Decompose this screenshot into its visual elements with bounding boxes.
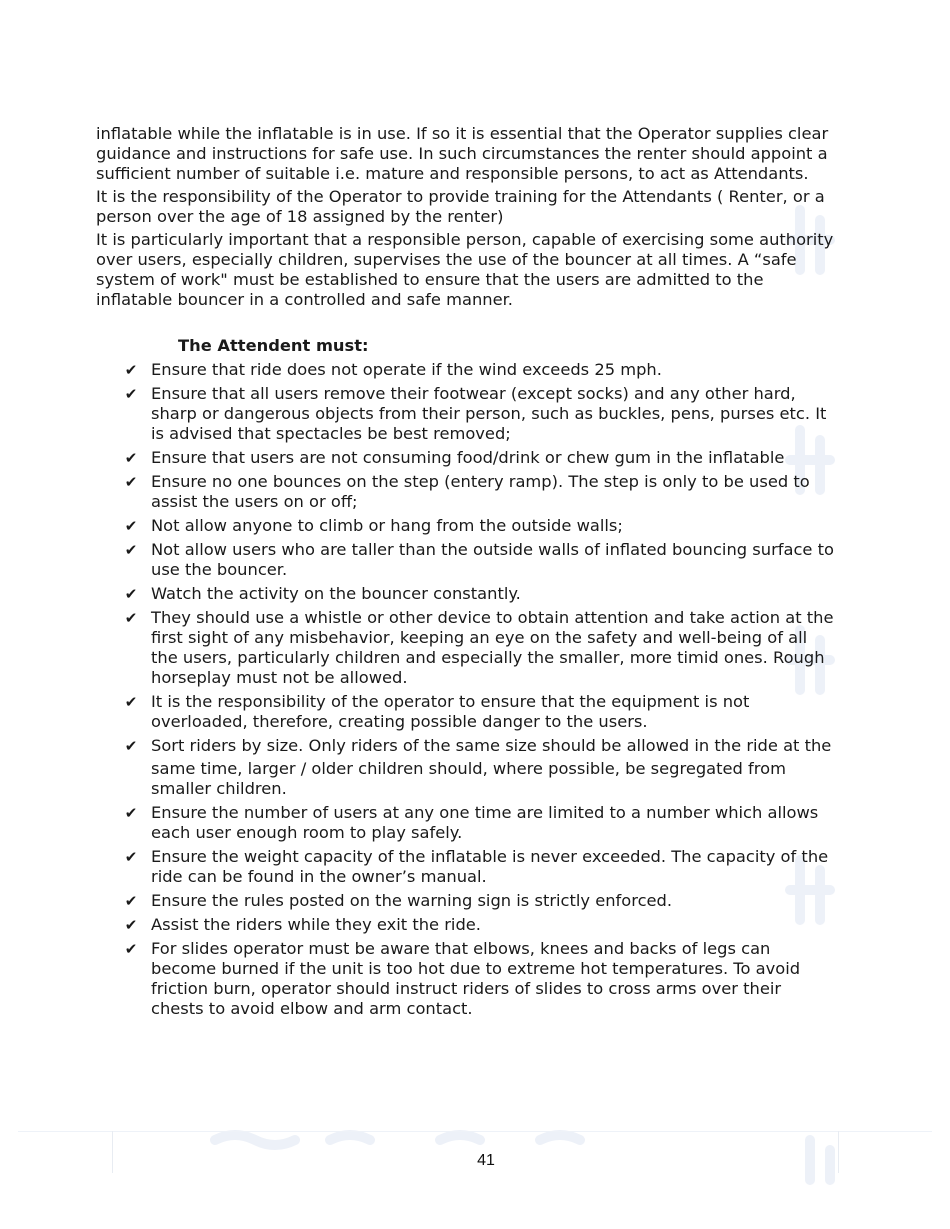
document-body bbox=[96, 124, 836, 1023]
list-item-text: Ensure the number of users at any one time are limited to a number which allows each user enough room to play safely. bbox=[151, 803, 819, 842]
list-item-text: Assist the riders while they exit the ride. bbox=[151, 915, 481, 934]
list-item bbox=[96, 736, 836, 799]
list-item bbox=[96, 915, 836, 935]
list-item bbox=[96, 516, 836, 536]
checkmark-icon: ✔ bbox=[124, 609, 138, 627]
attendant-checklist bbox=[96, 360, 836, 1019]
list-item-text: For slides operator must be aware that elbows, knees and backs of legs can become burned if the unit is too hot due to extreme hot temperatures. To avoid friction burn, operator should instruct riders of slides to cross arms over their chests to avoid elbow and arm contact. bbox=[151, 939, 801, 1018]
list-item-text: Ensure the weight capacity of the inflatable is never exceeded. The capacity of the ride can be found in the owner’s manual. bbox=[151, 847, 829, 886]
list-item bbox=[96, 608, 836, 688]
list-item bbox=[96, 847, 836, 887]
checkmark-icon: ✔ bbox=[124, 473, 138, 491]
page-number: 41 bbox=[477, 1152, 495, 1169]
checkmark-icon: ✔ bbox=[124, 916, 138, 934]
list-item-text: Ensure no one bounces on the step (entery ramp). The step is only to be used to assist the users on or off; bbox=[151, 472, 810, 511]
list-item-text: Ensure that all users remove their footwear (except socks) and any other hard, sharp or dangerous objects from their person, such as buckles, pens, purses etc. It is advised that spectacles be best removed; bbox=[151, 384, 827, 443]
list-item bbox=[96, 472, 836, 512]
list-item-text: Sort riders by size. Only riders of the same size should be allowed in the ride at the bbox=[151, 736, 832, 755]
list-item-text: Ensure the rules posted on the warning sign is strictly enforced. bbox=[151, 891, 673, 910]
list-item bbox=[96, 803, 836, 843]
checkmark-icon: ✔ bbox=[124, 940, 138, 958]
intro-paragraph-1: inflatable while the inflatable is in use. If so it is essential that the Operator supplies clear guidance and instructions for safe use. In such circumstances the renter should appoint a sufficient number of suitable i.e. mature and responsible persons, to act as Attendants. bbox=[96, 124, 829, 183]
list-item bbox=[96, 584, 836, 604]
list-item-text: Ensure that ride does not operate if the wind exceeds 25 mph. bbox=[151, 360, 662, 379]
list-item-continuation: same time, larger / older children should, where possible, be segregated from smaller children. bbox=[151, 759, 786, 798]
list-item bbox=[96, 540, 836, 580]
list-item bbox=[96, 939, 836, 1019]
checkmark-icon: ✔ bbox=[124, 517, 138, 535]
checkmark-icon: ✔ bbox=[124, 449, 138, 467]
list-item-text: Not allow users who are taller than the outside walls of inflated bouncing surface to use the bouncer. bbox=[151, 540, 834, 579]
list-item-text: Not allow anyone to climb or hang from the outside walls; bbox=[151, 516, 623, 535]
checkmark-icon: ✔ bbox=[124, 585, 138, 603]
intro-paragraph-2: It is the responsibility of the Operator to provide training for the Attendants ( Renter, or a person over the age of 18 assigned by the renter) bbox=[96, 187, 825, 226]
checkmark-icon: ✔ bbox=[124, 804, 138, 822]
list-item-text: Watch the activity on the bouncer constantly. bbox=[151, 584, 521, 603]
list-item bbox=[96, 448, 836, 468]
checkmark-icon: ✔ bbox=[124, 361, 138, 379]
checkmark-icon: ✔ bbox=[124, 737, 138, 755]
footer-divider bbox=[18, 1131, 932, 1132]
checkmark-icon: ✔ bbox=[124, 892, 138, 910]
list-item bbox=[96, 384, 836, 444]
list-item bbox=[96, 692, 836, 732]
list-item bbox=[96, 360, 836, 380]
list-item-text: Ensure that users are not consuming food/drink or chew gum in the inflatable bbox=[151, 448, 785, 467]
checkmark-icon: ✔ bbox=[124, 693, 138, 711]
list-item-text: They should use a whistle or other device to obtain attention and take action at the first sight of any misbehavior, keeping an eye on the safety and well-being of all the users, particularly children and especially the smaller, more timid ones. Rough horseplay must not be allowed. bbox=[151, 608, 834, 687]
checkmark-icon: ✔ bbox=[124, 541, 138, 559]
checkmark-icon: ✔ bbox=[124, 385, 138, 403]
list-item bbox=[96, 891, 836, 911]
list-item-text: It is the responsibility of the operator to ensure that the equipment is not overloaded, therefore, creating possible danger to the users. bbox=[151, 692, 750, 731]
intro-paragraph-3: It is particularly important that a responsible person, capable of exercising some authority over users, especially children, supervises the use of the bouncer at all times. A “safe system of work" must be established to ensure that the users are admitted to the inflatable bouncer in a controlled and safe manner. bbox=[96, 230, 834, 309]
checkmark-icon: ✔ bbox=[124, 848, 138, 866]
section-heading: The Attendent must: bbox=[178, 336, 369, 355]
